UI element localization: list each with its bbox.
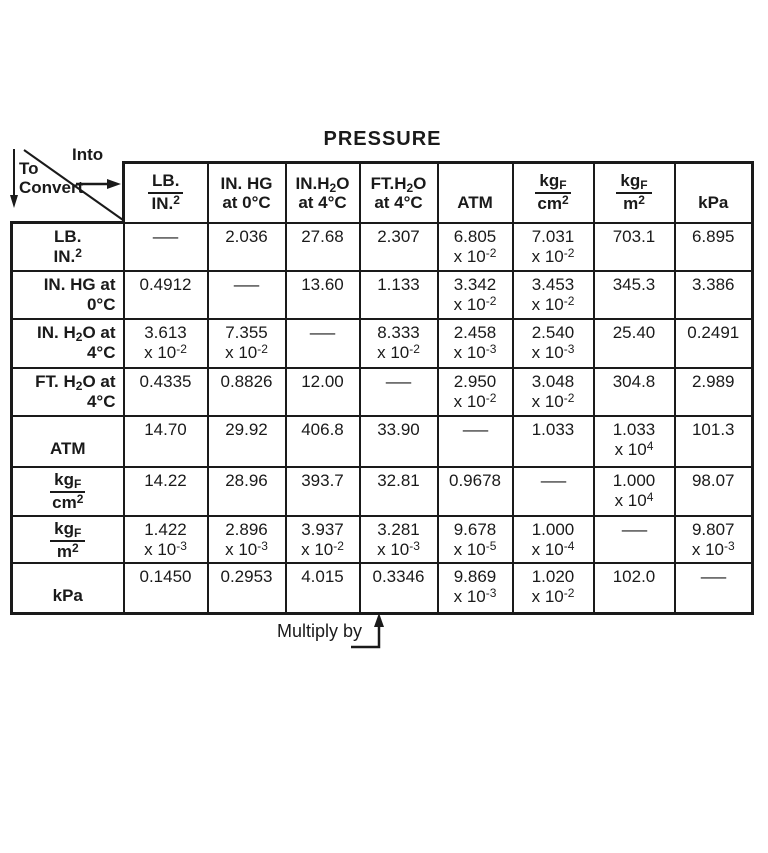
table-cell: 2.896 x $10^{-3}$ xyxy=(208,516,286,563)
row-header: kPa xyxy=(12,563,124,614)
table-cell: 406.8 xyxy=(286,416,360,467)
table-cell: 28.96 xyxy=(208,467,286,516)
table-cell: 98.07 xyxy=(675,467,753,516)
table-cell: — xyxy=(360,368,438,416)
table-cell: 33.90 xyxy=(360,416,438,467)
column-header: $\frac{LB.}{IN.^2}$ xyxy=(124,163,208,223)
table-cell: 8.333 x $10^{-2}$ xyxy=(360,319,438,368)
pressure-conversion-table xyxy=(10,161,754,615)
table-cell: 27.68 xyxy=(286,223,360,271)
table-cell: 7.031 x $10^{-2}$ xyxy=(513,223,594,271)
column-header: kPa xyxy=(675,163,753,223)
table-cell: 13.60 xyxy=(286,271,360,319)
table-cell: 9.807 x $10^{-3}$ xyxy=(675,516,753,563)
table-cell: — xyxy=(208,271,286,319)
table-cell: 0.8826 xyxy=(208,368,286,416)
column-header: ATM xyxy=(438,163,513,223)
table-cell: 2.989 xyxy=(675,368,753,416)
table-cell: 3.048 x $10^{-2}$ xyxy=(513,368,594,416)
column-header: $IN.H_2O$ at 4°C xyxy=(286,163,360,223)
table-cell: 9.678 x $10^{-5}$ xyxy=(438,516,513,563)
table-cell: — xyxy=(286,319,360,368)
to-convert-label: To Convert xyxy=(19,159,84,197)
table-row xyxy=(12,223,753,271)
column-header: $\frac{kg_F}{m^2}$ xyxy=(594,163,675,223)
table-cell: — xyxy=(124,223,208,271)
row-header: IN. $H_2O$ at 4°C xyxy=(12,319,124,368)
table-cell: 2.950 x $10^{-2}$ xyxy=(438,368,513,416)
table-cell: 304.8 xyxy=(594,368,675,416)
table-cell: 9.869 x $10^{-3}$ xyxy=(438,563,513,614)
table-cell: 1.000 x $10^4$ xyxy=(594,467,675,516)
table-cell: 6.895 xyxy=(675,223,753,271)
table-cell: 2.036 xyxy=(208,223,286,271)
corner-legend xyxy=(10,140,128,224)
table-cell: 0.2491 xyxy=(675,319,753,368)
multiply-by-label: Multiply by xyxy=(277,621,363,641)
multiply-by-note xyxy=(0,612,768,658)
table-cell: 3.386 xyxy=(675,271,753,319)
into-label: Into xyxy=(72,145,104,164)
table-cell: 3.937 x $10^{-2}$ xyxy=(286,516,360,563)
table-row xyxy=(12,563,753,614)
row-header: $\frac{kg_F}{cm^2}$ xyxy=(12,467,124,516)
table-cell: 1.033 x $10^4$ xyxy=(594,416,675,467)
table-row xyxy=(12,516,753,563)
table-cell: 3.453 x $10^{-2}$ xyxy=(513,271,594,319)
table-cell: 0.9678 xyxy=(438,467,513,516)
table-cell: 32.81 xyxy=(360,467,438,516)
table-cell: 2.540 x $10^{-3}$ xyxy=(513,319,594,368)
table-cell: 0.4912 xyxy=(124,271,208,319)
table-cell: 14.22 xyxy=(124,467,208,516)
table-row xyxy=(12,271,753,319)
row-header: $\frac{kg_F}{m^2}$ xyxy=(12,516,124,563)
table-cell: 12.00 xyxy=(286,368,360,416)
table-cell: 2.458 x $10^{-3}$ xyxy=(438,319,513,368)
row-header: FT. $H_2O$ at 4°C xyxy=(12,368,124,416)
row-header: LB. IN.$^2$ xyxy=(12,223,124,271)
table-cell: — xyxy=(594,516,675,563)
table-cell: 25.40 xyxy=(594,319,675,368)
column-header: IN. HG at 0°C xyxy=(208,163,286,223)
table-cell: 0.3346 xyxy=(360,563,438,614)
column-header: $FT.H_2O$ at 4°C xyxy=(360,163,438,223)
table-cell: 703.1 xyxy=(594,223,675,271)
table-cell: 2.307 xyxy=(360,223,438,271)
table-cell: 345.3 xyxy=(594,271,675,319)
table-cell: — xyxy=(513,467,594,516)
table-cell: 1.000 x $10^{-4}$ xyxy=(513,516,594,563)
table-row xyxy=(12,368,753,416)
table-cell: 0.2953 xyxy=(208,563,286,614)
table-cell: 1.133 xyxy=(360,271,438,319)
table-cell: 0.1450 xyxy=(124,563,208,614)
column-header: $\frac{kg_F}{cm^2}$ xyxy=(513,163,594,223)
table-cell: 3.281 x $10^{-3}$ xyxy=(360,516,438,563)
table-cell: 1.422 x $10^{-3}$ xyxy=(124,516,208,563)
table-cell: 101.3 xyxy=(675,416,753,467)
table-cell: 3.342 x $10^{-2}$ xyxy=(438,271,513,319)
table-cell: 7.355 x $10^{-2}$ xyxy=(208,319,286,368)
row-header: IN. HG at 0°C xyxy=(12,271,124,319)
table-cell: 6.805 x $10^{-2}$ xyxy=(438,223,513,271)
table-row xyxy=(12,467,753,516)
table-row xyxy=(12,319,753,368)
table-cell: 0.4335 xyxy=(124,368,208,416)
multiply-by-arrow-icon xyxy=(348,612,392,654)
table-cell: 4.015 xyxy=(286,563,360,614)
page-title: PRESSURE xyxy=(323,128,442,150)
table-cell: 29.92 xyxy=(208,416,286,467)
table-cell: 14.70 xyxy=(124,416,208,467)
table-cell: 1.033 xyxy=(513,416,594,467)
table-cell: 3.613 x $10^{-2}$ xyxy=(124,319,208,368)
table-cell: — xyxy=(675,563,753,614)
table-cell: 393.7 xyxy=(286,467,360,516)
table-cell: — xyxy=(438,416,513,467)
row-header: ATM xyxy=(12,416,124,467)
table-row xyxy=(12,416,753,467)
table-cell: 102.0 xyxy=(594,563,675,614)
table-cell: 1.020 x $10^{-2}$ xyxy=(513,563,594,614)
